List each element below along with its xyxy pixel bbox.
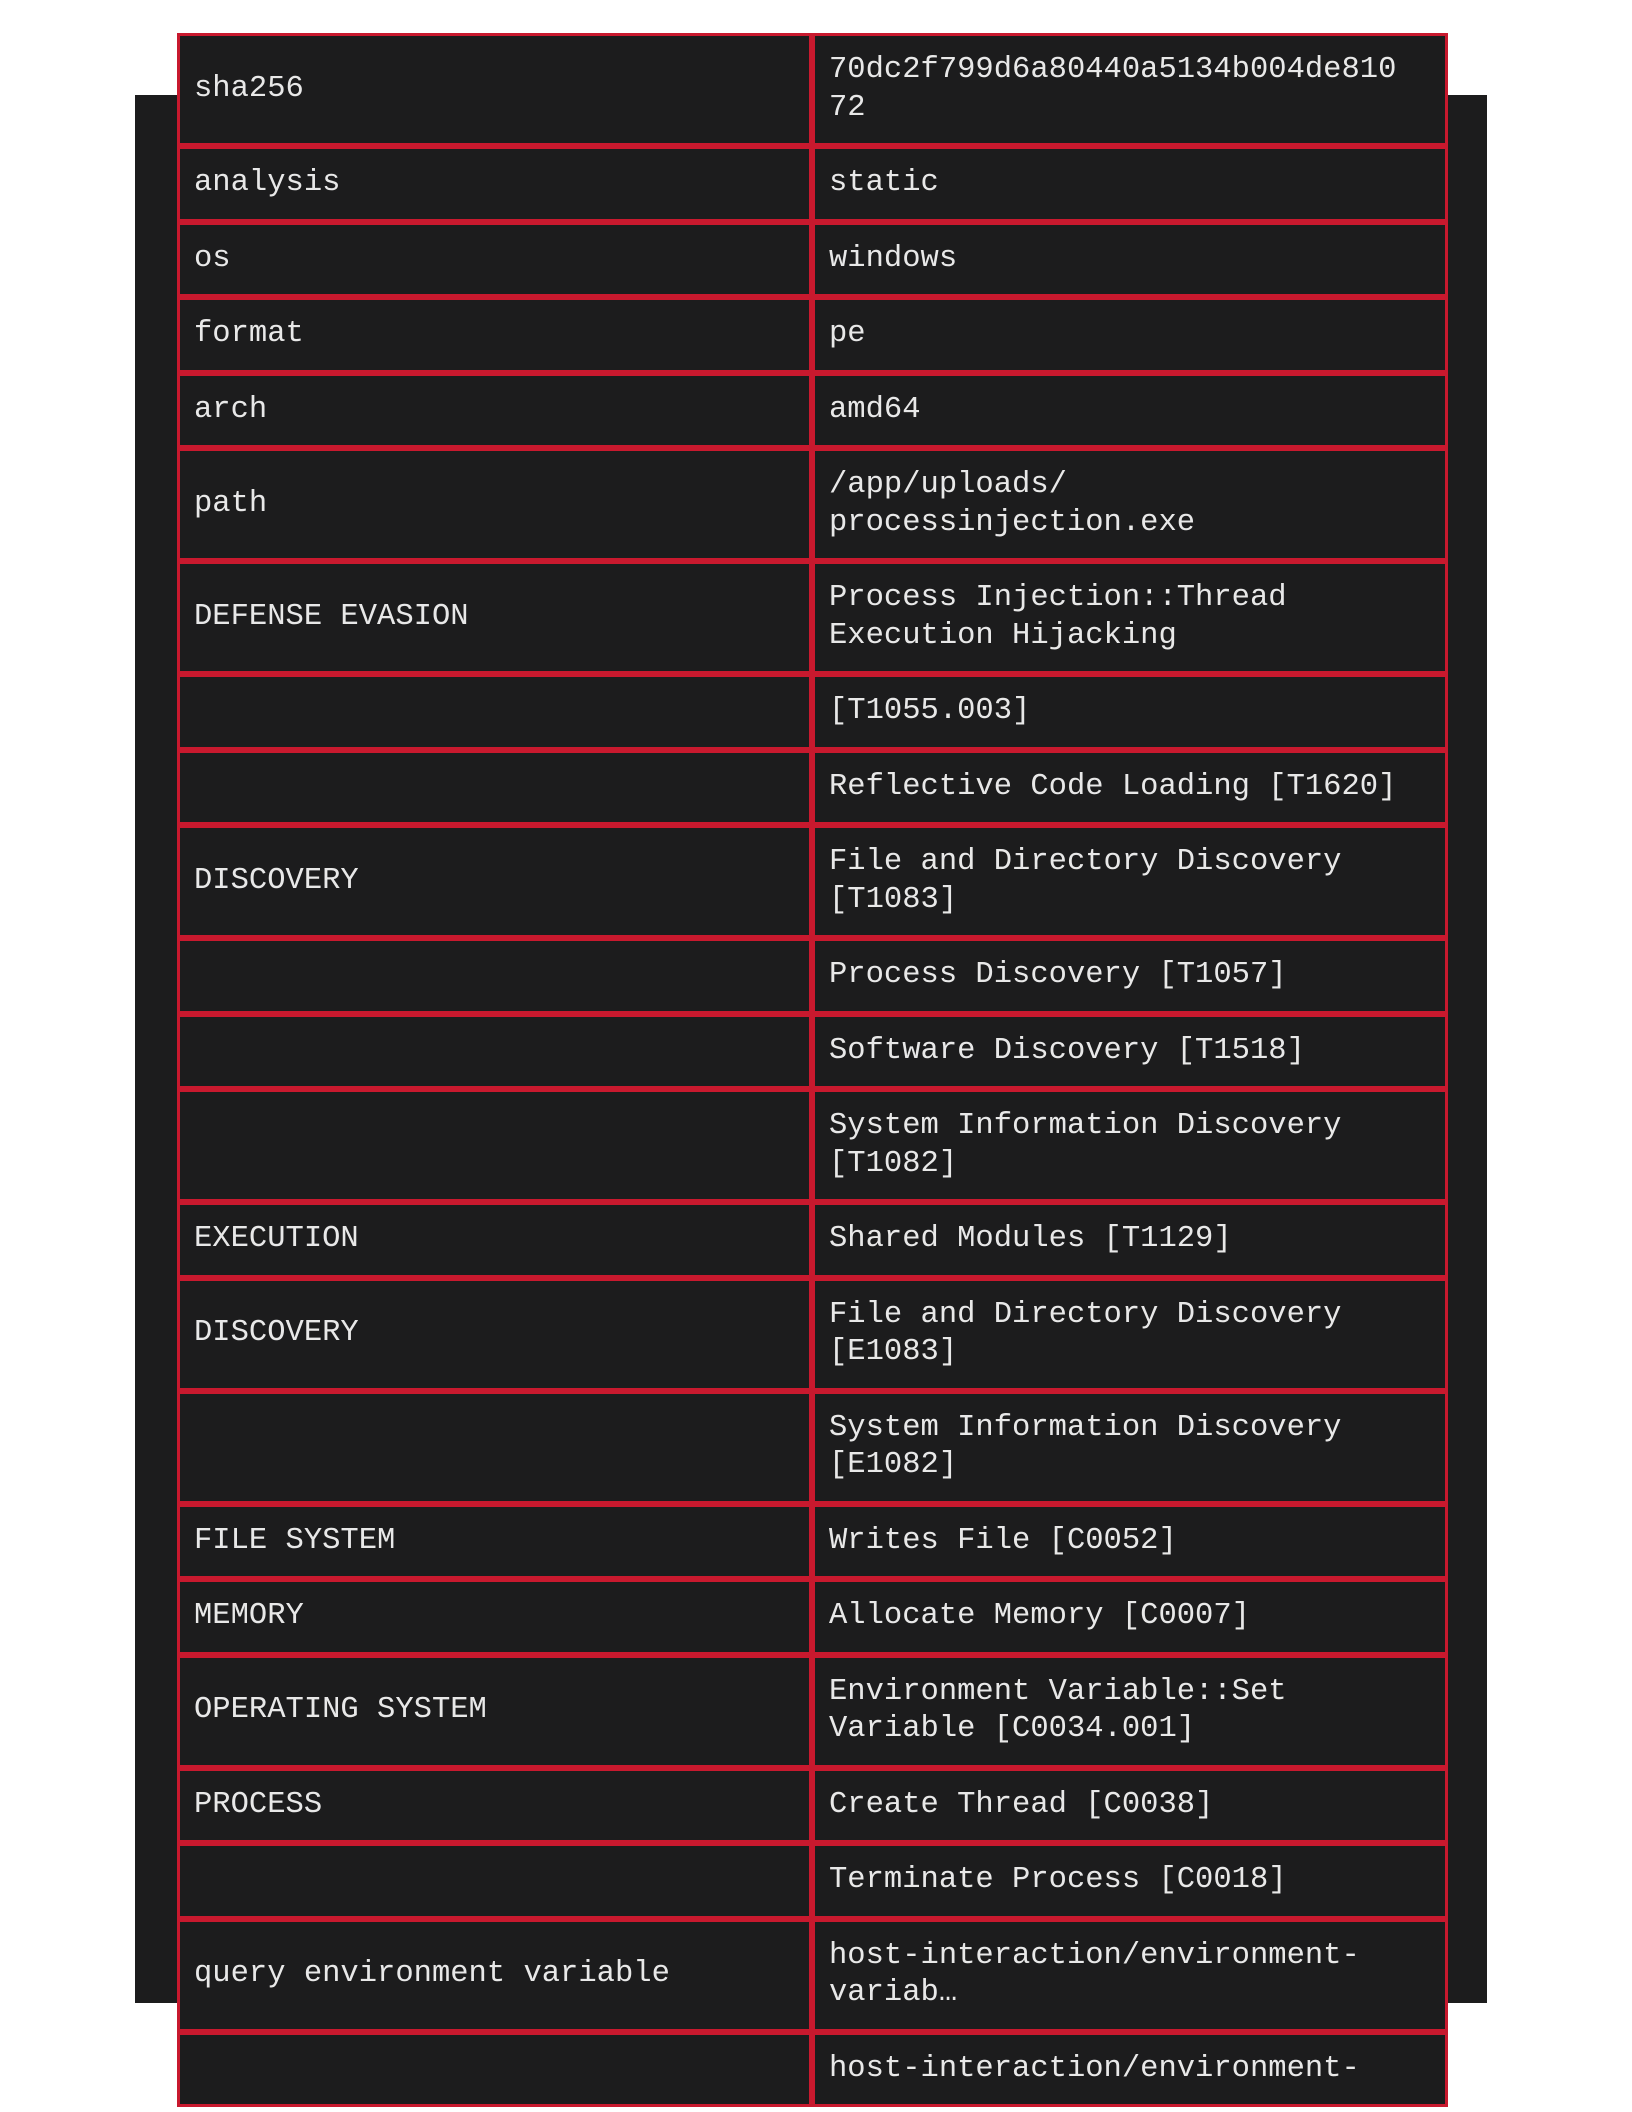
row-key (177, 674, 812, 750)
row-key: analysis (177, 146, 812, 222)
table-row (177, 1014, 1448, 1090)
row-key: query environment variable (177, 1919, 812, 2032)
row-key: path (177, 448, 812, 561)
row-value: windows (812, 222, 1448, 298)
table-row-operating-system (177, 1655, 1448, 1768)
table-row-discovery (177, 1278, 1448, 1391)
row-value: Writes File [C0052] (812, 1504, 1448, 1580)
row-key (177, 1014, 812, 1090)
table-row (177, 938, 1448, 1014)
table-row (177, 1391, 1448, 1504)
row-key: PROCESS (177, 1768, 812, 1844)
table-row-file-system (177, 1504, 1448, 1580)
table-row-execution (177, 1202, 1448, 1278)
table-row-format (177, 297, 1448, 373)
table-row-sha256 (177, 33, 1448, 146)
row-value: static (812, 146, 1448, 222)
row-key: format (177, 297, 812, 373)
row-value: System Information Discovery [T1082] (812, 1089, 1448, 1202)
row-value: /app/uploads/ processinjection.exe (812, 448, 1448, 561)
row-value: Environment Variable::Set Variable [C0034.001] (812, 1655, 1448, 1768)
row-key (177, 1843, 812, 1919)
row-value: 70dc2f799d6a80440a5134b004de810 72 (812, 33, 1448, 146)
report-panel (135, 53, 1487, 2086)
row-value: host-interaction/environment- variab… (812, 1919, 1448, 2032)
analysis-table-wrapper (177, 33, 1448, 2107)
row-value: Process Discovery [T1057] (812, 938, 1448, 1014)
row-value: Shared Modules [T1129] (812, 1202, 1448, 1278)
row-key: OPERATING SYSTEM (177, 1655, 812, 1768)
row-value: Reflective Code Loading [T1620] (812, 750, 1448, 826)
row-key: DISCOVERY (177, 825, 812, 938)
row-key (177, 750, 812, 826)
row-key: sha256 (177, 33, 812, 146)
row-value: File and Directory Discovery [E1083] (812, 1278, 1448, 1391)
table-row (177, 2032, 1448, 2108)
row-key: EXECUTION (177, 1202, 812, 1278)
table-row (177, 674, 1448, 750)
table-row-memory (177, 1579, 1448, 1655)
row-key (177, 1391, 812, 1504)
row-value: Create Thread [C0038] (812, 1768, 1448, 1844)
row-value: Process Injection::Thread Execution Hijacking (812, 561, 1448, 674)
row-value: pe (812, 297, 1448, 373)
table-row-process (177, 1768, 1448, 1844)
row-value: [T1055.003] (812, 674, 1448, 750)
analysis-table (177, 33, 1448, 2107)
table-row-query-environment-variable (177, 1919, 1448, 2032)
row-key (177, 2032, 812, 2108)
row-key: DISCOVERY (177, 1278, 812, 1391)
row-value: amd64 (812, 373, 1448, 449)
table-row-os (177, 222, 1448, 298)
table-row (177, 1843, 1448, 1919)
row-key: arch (177, 373, 812, 449)
row-value: System Information Discovery [E1082] (812, 1391, 1448, 1504)
row-value: host-interaction/environment- (812, 2032, 1448, 2108)
row-key (177, 938, 812, 1014)
table-row-defense-evasion (177, 561, 1448, 674)
row-value: Terminate Process [C0018] (812, 1843, 1448, 1919)
row-key: MEMORY (177, 1579, 812, 1655)
table-row-analysis (177, 146, 1448, 222)
table-row-path (177, 448, 1448, 561)
table-row-arch (177, 373, 1448, 449)
row-value: Allocate Memory [C0007] (812, 1579, 1448, 1655)
row-key: os (177, 222, 812, 298)
row-value: Software Discovery [T1518] (812, 1014, 1448, 1090)
table-row-discovery (177, 825, 1448, 938)
table-row (177, 750, 1448, 826)
row-key (177, 1089, 812, 1202)
row-key: DEFENSE EVASION (177, 561, 812, 674)
row-value: File and Directory Discovery [T1083] (812, 825, 1448, 938)
table-row (177, 1089, 1448, 1202)
row-key: FILE SYSTEM (177, 1504, 812, 1580)
